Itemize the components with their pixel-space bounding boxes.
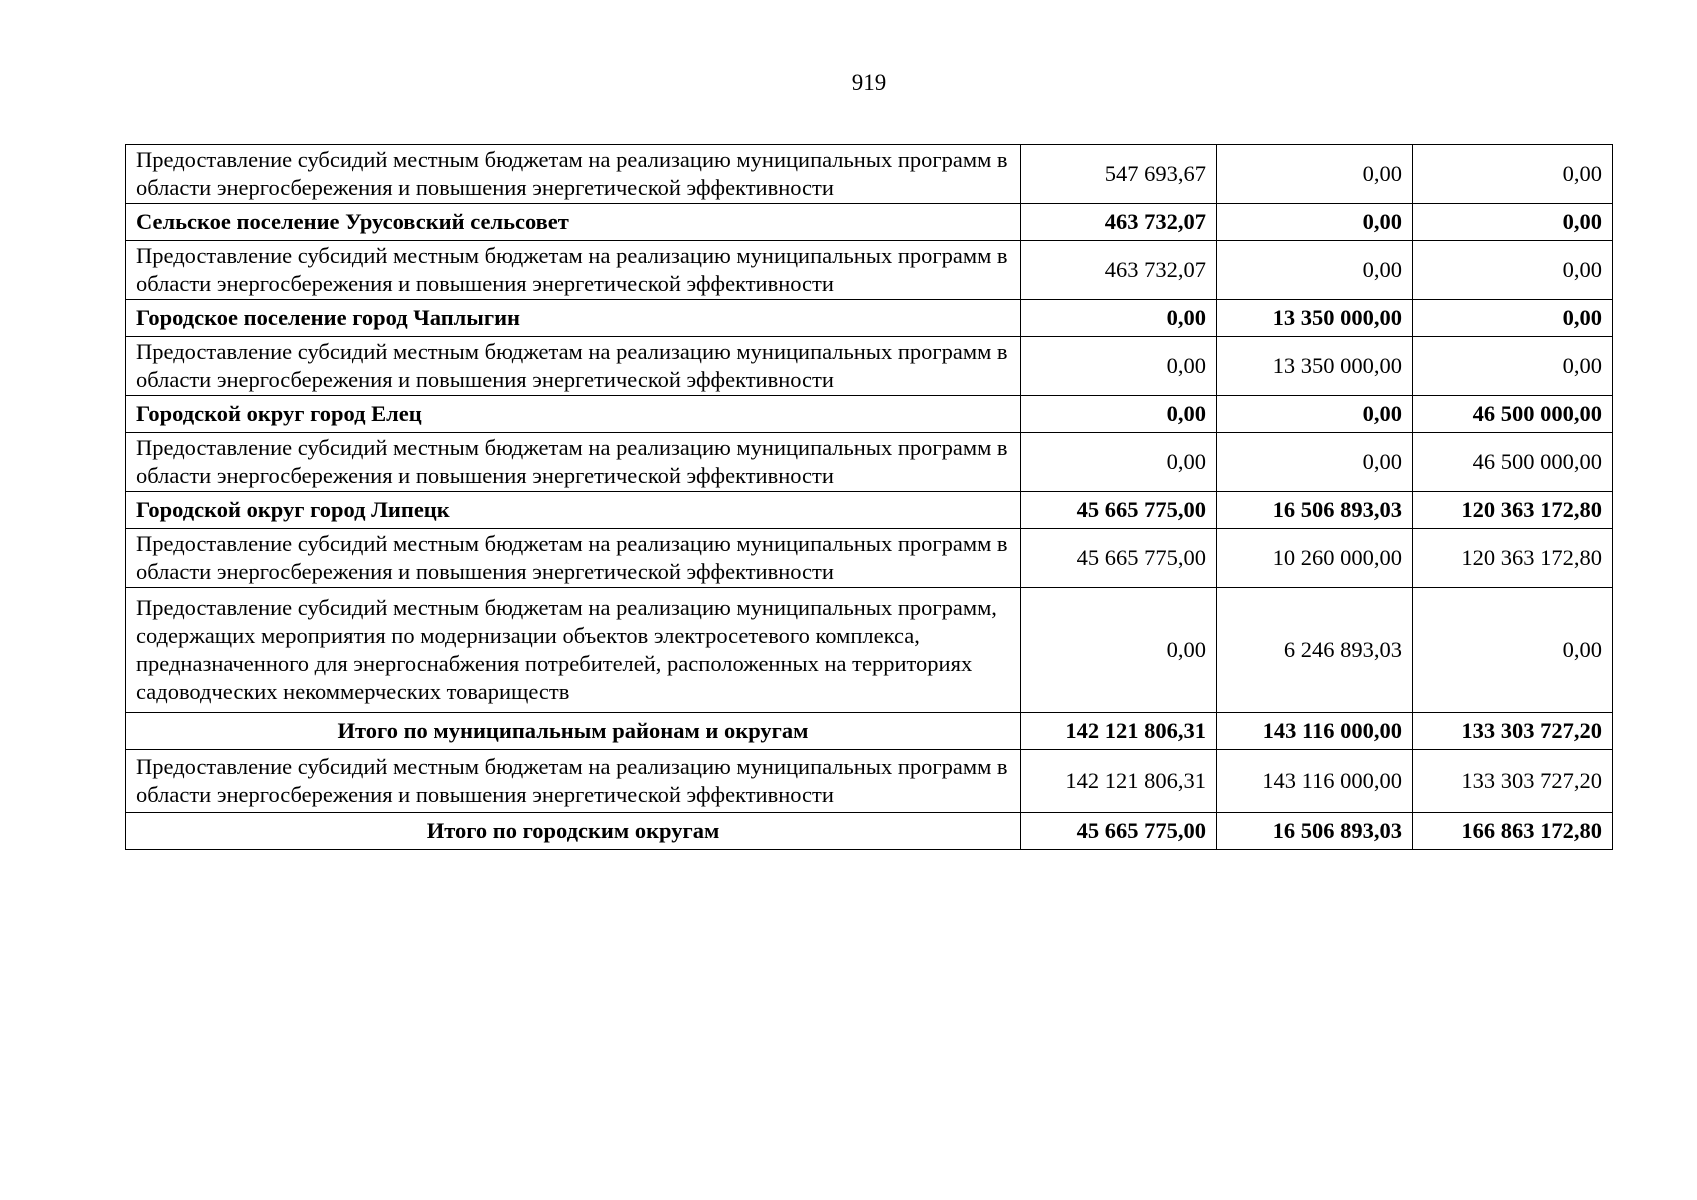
row-name: Предоставление субсидий местным бюджетам на реализацию муниципальных программ в области энергосбережения и повышения энергетической эффективности bbox=[126, 337, 1021, 396]
table-row bbox=[126, 241, 1613, 300]
total-name: Итого по муниципальным районам и округам bbox=[126, 713, 1021, 750]
row-value-3: 166 863 172,80 bbox=[1413, 813, 1613, 850]
row-value-3: 133 303 727,20 bbox=[1413, 750, 1613, 813]
row-value-1: 45 665 775,00 bbox=[1021, 813, 1217, 850]
section-name: Городское поселение город Чаплыгин bbox=[126, 300, 1021, 337]
row-value-1: 0,00 bbox=[1021, 433, 1217, 492]
row-value-2: 143 116 000,00 bbox=[1217, 713, 1413, 750]
row-value-3: 133 303 727,20 bbox=[1413, 713, 1613, 750]
table-row bbox=[126, 750, 1613, 813]
row-value-3: 0,00 bbox=[1413, 337, 1613, 396]
row-value-3: 0,00 bbox=[1413, 204, 1613, 241]
section-name: Сельское поселение Урусовский сельсовет bbox=[126, 204, 1021, 241]
row-value-3: 0,00 bbox=[1413, 145, 1613, 204]
row-value-2: 0,00 bbox=[1217, 396, 1413, 433]
row-name: Предоставление субсидий местным бюджетам на реализацию муниципальных программ в области энергосбережения и повышения энергетической эффективности bbox=[126, 145, 1021, 204]
row-value-2: 0,00 bbox=[1217, 204, 1413, 241]
table-row bbox=[126, 433, 1613, 492]
row-name: Предоставление субсидий местным бюджетам на реализацию муниципальных программ в области энергосбережения и повышения энергетической эффективности bbox=[126, 529, 1021, 588]
row-value-1: 0,00 bbox=[1021, 396, 1217, 433]
row-name: Предоставление субсидий местным бюджетам на реализацию муниципальных программ в области энергосбережения и повышения энергетической эффективности bbox=[126, 750, 1021, 813]
budget-table bbox=[125, 144, 1613, 850]
total-name: Итого по городским округам bbox=[126, 813, 1021, 850]
row-value-1: 0,00 bbox=[1021, 337, 1217, 396]
table-row bbox=[126, 145, 1613, 204]
row-value-1: 463 732,07 bbox=[1021, 241, 1217, 300]
row-value-1: 463 732,07 bbox=[1021, 204, 1217, 241]
table-row-total bbox=[126, 813, 1613, 850]
row-value-1: 45 665 775,00 bbox=[1021, 529, 1217, 588]
section-name: Городской округ город Елец bbox=[126, 396, 1021, 433]
table-row-section bbox=[126, 300, 1613, 337]
row-value-1: 0,00 bbox=[1021, 588, 1217, 713]
row-value-1: 45 665 775,00 bbox=[1021, 492, 1217, 529]
row-value-3: 0,00 bbox=[1413, 241, 1613, 300]
row-name: Предоставление субсидий местным бюджетам на реализацию муниципальных программ в области энергосбережения и повышения энергетической эффективности bbox=[126, 433, 1021, 492]
row-value-2: 13 350 000,00 bbox=[1217, 337, 1413, 396]
row-value-3: 120 363 172,80 bbox=[1413, 529, 1613, 588]
table-row-total bbox=[126, 713, 1613, 750]
table-row-section bbox=[126, 204, 1613, 241]
table-row bbox=[126, 337, 1613, 396]
table-row bbox=[126, 529, 1613, 588]
row-name: Предоставление субсидий местным бюджетам на реализацию муниципальных программ, содержащих мероприятия по модернизации объектов электросетевого комплекса, предназначенного для энергоснабжения потребителей, расположенных на территориях садоводческих некоммерческих товариществ bbox=[126, 588, 1021, 713]
row-value-2: 10 260 000,00 bbox=[1217, 529, 1413, 588]
table-row-section bbox=[126, 396, 1613, 433]
row-value-3: 0,00 bbox=[1413, 300, 1613, 337]
page-number: 919 bbox=[851, 70, 887, 95]
row-value-3: 46 500 000,00 bbox=[1413, 433, 1613, 492]
row-value-3: 46 500 000,00 bbox=[1413, 396, 1613, 433]
row-value-2: 13 350 000,00 bbox=[1217, 300, 1413, 337]
row-value-2: 0,00 bbox=[1217, 241, 1413, 300]
row-value-2: 0,00 bbox=[1217, 433, 1413, 492]
row-value-1: 547 693,67 bbox=[1021, 145, 1217, 204]
row-value-2: 143 116 000,00 bbox=[1217, 750, 1413, 813]
row-value-3: 120 363 172,80 bbox=[1413, 492, 1613, 529]
row-value-1: 142 121 806,31 bbox=[1021, 713, 1217, 750]
row-value-2: 0,00 bbox=[1217, 145, 1413, 204]
row-value-2: 16 506 893,03 bbox=[1217, 813, 1413, 850]
section-name: Городской округ город Липецк bbox=[126, 492, 1021, 529]
row-value-1: 0,00 bbox=[1021, 300, 1217, 337]
row-value-1: 142 121 806,31 bbox=[1021, 750, 1217, 813]
row-value-2: 6 246 893,03 bbox=[1217, 588, 1413, 713]
table-row-section bbox=[126, 492, 1613, 529]
row-value-2: 16 506 893,03 bbox=[1217, 492, 1413, 529]
table-row bbox=[126, 588, 1613, 713]
row-value-3: 0,00 bbox=[1413, 588, 1613, 713]
row-name: Предоставление субсидий местным бюджетам на реализацию муниципальных программ в области энергосбережения и повышения энергетической эффективности bbox=[126, 241, 1021, 300]
